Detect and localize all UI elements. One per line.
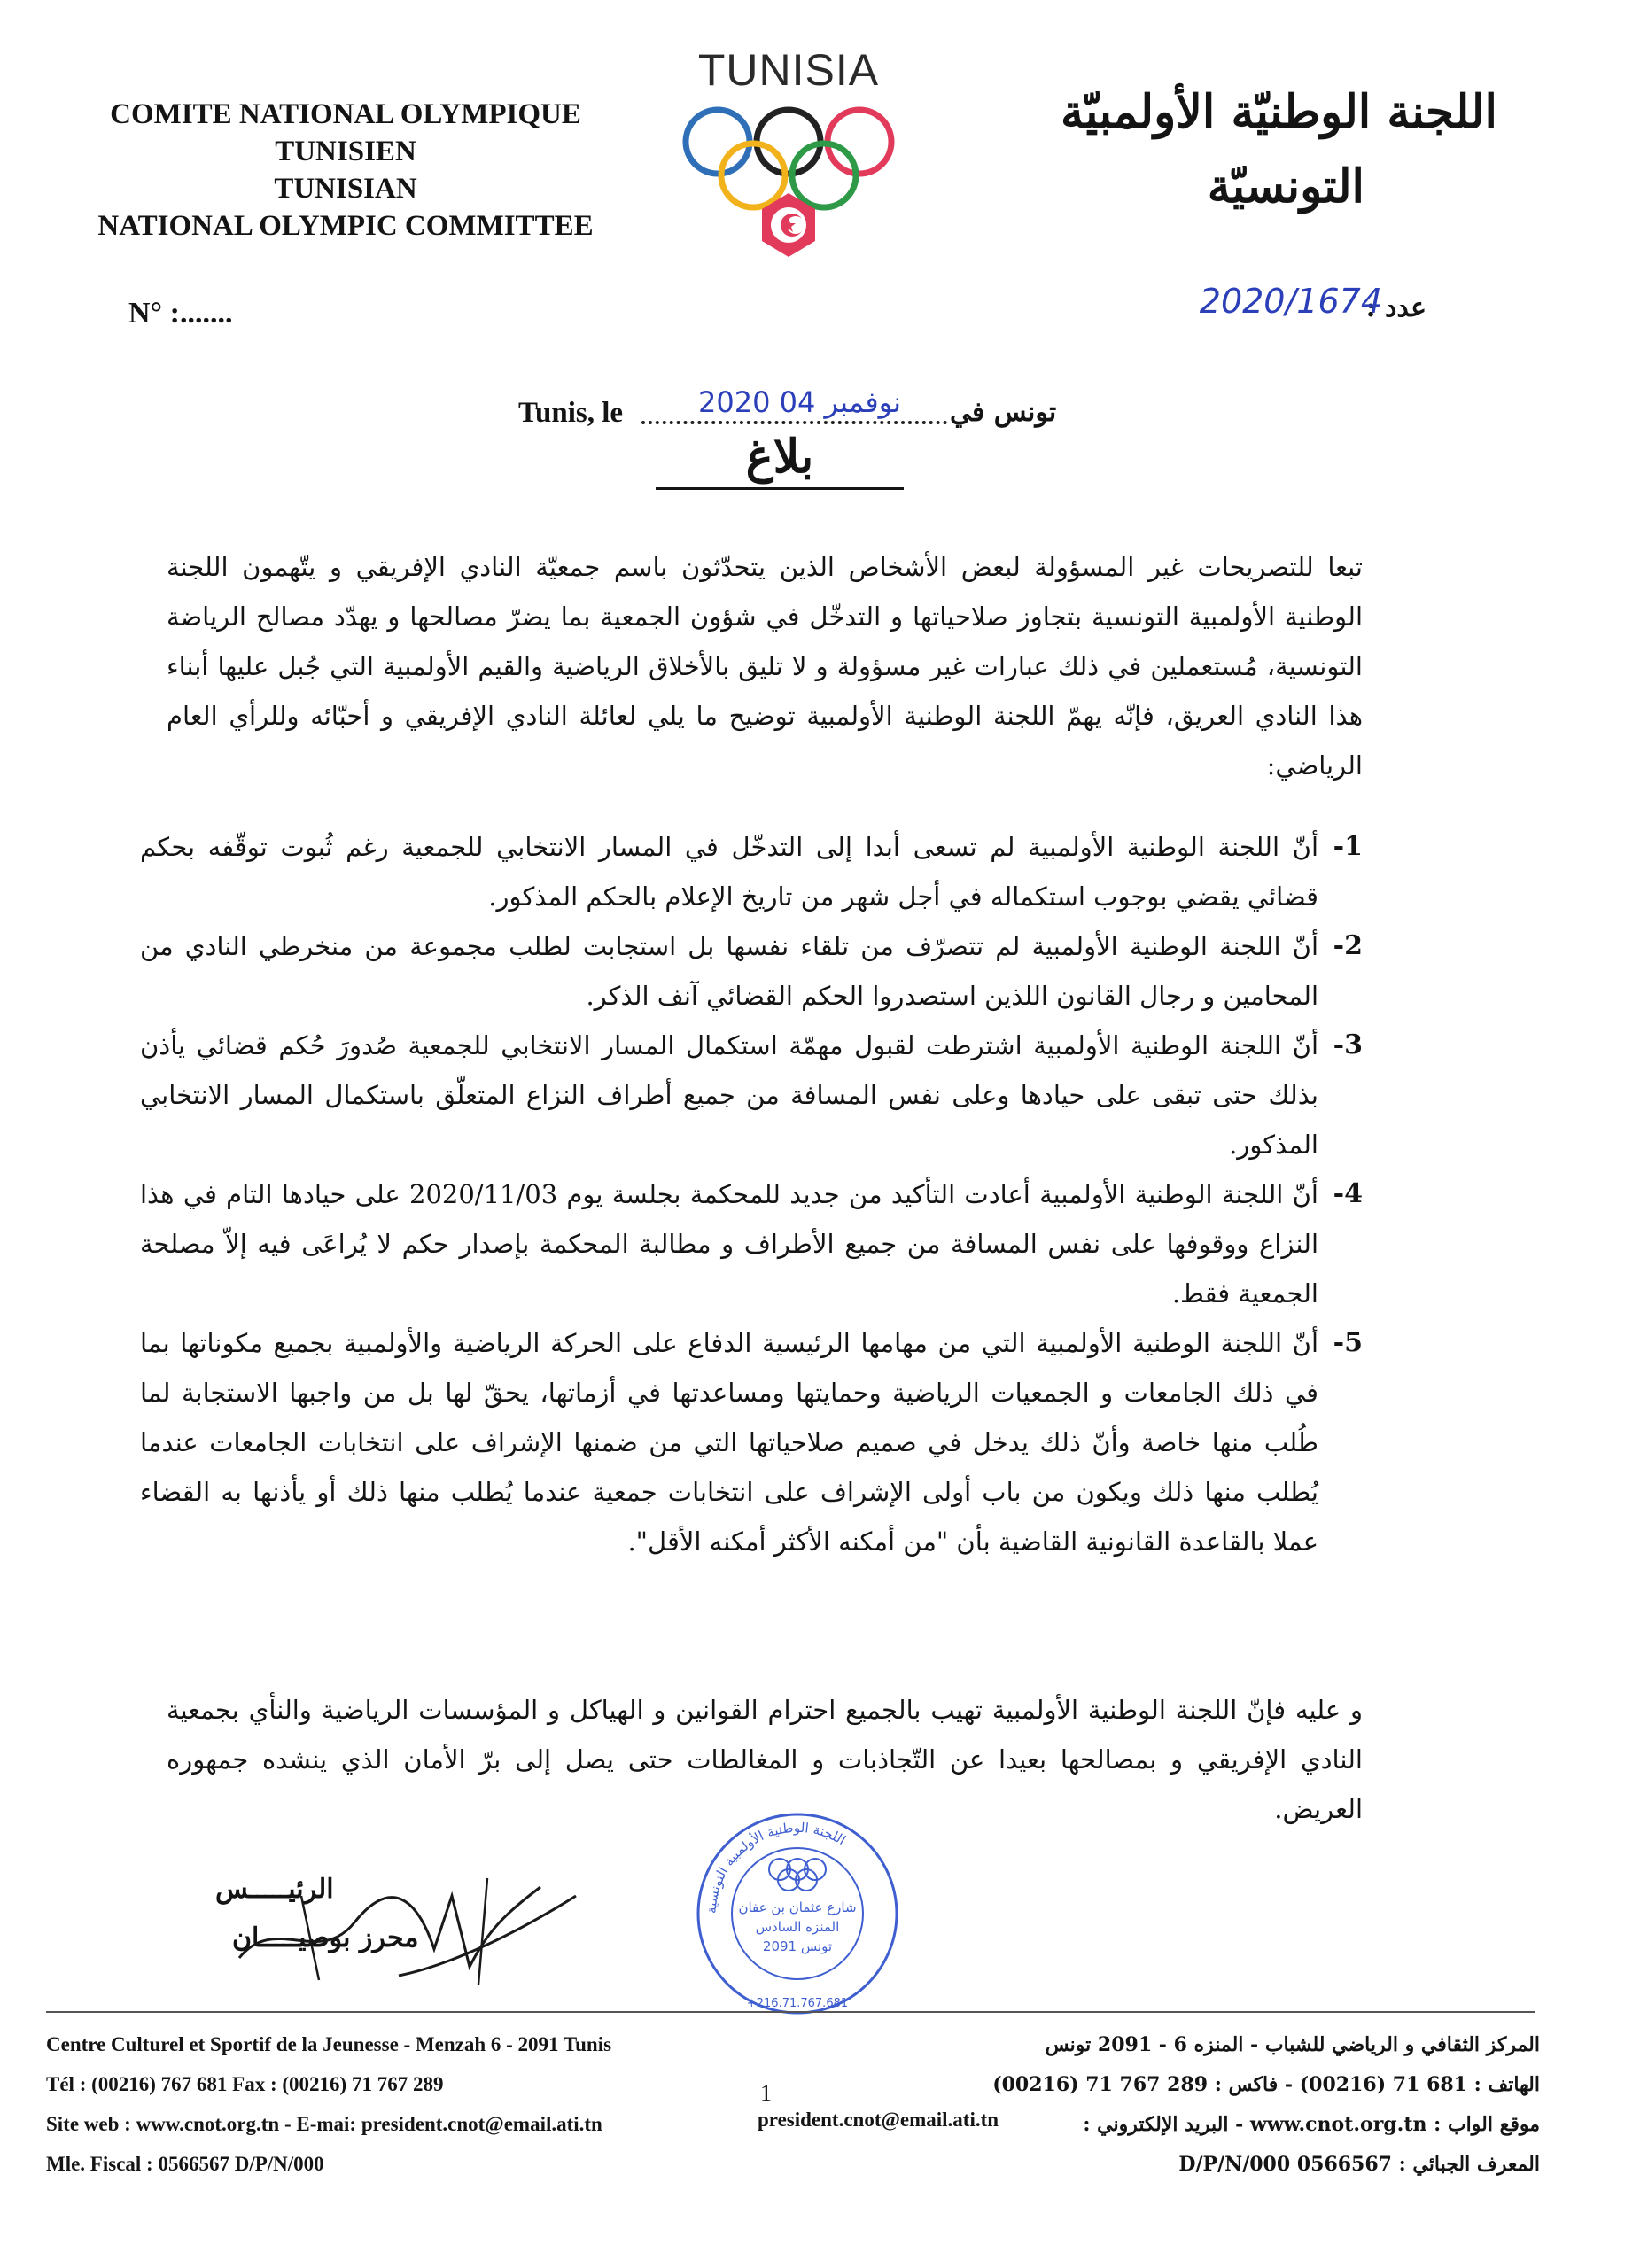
logo-wordmark: TUNISIA	[697, 45, 880, 95]
intro-paragraph: تبعا للتصريحات غير المسؤولة لبعض الأشخاص الذين يتحدّثون باسم جمعيّة النادي الإفريقي و يتّهمون اللجنة الوطنية الأولمبية التونسية بتجاوز صلاحياتها و التدخّل في شؤون الجمعية بما يضرّ مصالحها و يهدّد مصالح الرياضة التونسية، مُستعملين في ذلك عبارات غير مسؤولة و لا تليق بالأخلاق الرياضية والقيم الأولمبية التي جُبل عليها أبناء هذا النادي العريق، فإنّه يهمّ اللجنة الوطنية الأولمبية توضيح ما يلي لعائلة النادي الإفريقي و أحبّائه وللرأي العام الرياضي:	[167, 552, 1363, 781]
closing-paragraph: و عليه فإنّ اللجنة الوطنية الأولمبية تهيب بالجميع احترام القوانين و الهياكل و المؤسسات الرياضية والنأي بجمعية النادي الإفريقي و بمصالحها بعيدا عن التّجاذبات و المغالطات حتى يصل إلى برّ الأمان الذي ينشده جمهوره العريض.	[167, 1695, 1363, 1824]
header-line: TUNISIEN	[275, 136, 416, 167]
list-item-text: أنّ اللجنة الوطنية الأولمبية لم تتصرّف من تلقاء نفسها بل استجابت لطلب مجموعة من منخرطي النادي من المحامين و رجال القانون اللذين استصدروا الحكم القضائي آنف الذكر.	[140, 931, 1318, 1011]
list-item	[140, 1318, 1363, 1566]
document-title: بلاغ	[656, 430, 904, 490]
list-item-number: 5-	[1333, 1327, 1363, 1358]
header-line: NATIONAL OLYMPIC COMMITTEE	[97, 210, 594, 242]
stamp-address-line: 2091 تونس	[762, 1938, 833, 1954]
stamp-phone: +216.71.767.681	[746, 1997, 849, 2010]
footer-divider	[46, 2011, 1535, 2013]
footer-web-fr: Site web : www.cnot.org.tn - E-mai: president.cnot@email.ati.tn	[46, 2113, 602, 2135]
official-stamp	[691, 1807, 904, 2020]
list-item	[140, 822, 1363, 921]
list-item-text: أنّ اللجنة الوطنية الأولمبية لم تسعى أبدا إلى التدخّل في المسار الانتخابي للجمعية رغم ثُبوت توقّفه بحكم قضائي يقضي بوجوب استكماله في أجل شهر من تاريخ الإعلام بالحكم المذكور.	[140, 832, 1318, 912]
list-item-number: 3-	[1333, 1029, 1363, 1060]
footer-email: president.cnot@email.ati.tn	[758, 2109, 999, 2131]
header-arabic	[1001, 75, 1497, 224]
footer-address-ar: المركز الثقافي و الرياضي للشباب - المنزه 6 - 2091 تونس	[1045, 2033, 1540, 2056]
handwritten-signature	[222, 1860, 594, 1993]
date-label-fr: Tunis, le	[518, 397, 624, 429]
footer-tax-ar: المعرف الجبائي : 0566567 D/P/N/000	[1178, 2153, 1540, 2176]
list-item-text: أنّ اللجنة الوطنية الأولمبية اشترطت لقبول مهمّة استكمال المسار الانتخابي للجمعية صُدورَ حُكم قضائي يأذن بذلك حتى تبقى على حيادها وعلى نفس المسافة من جميع أطراف النزاع المتعلّق باستكمال المسار الانتخابي المذكور.	[140, 1030, 1318, 1160]
reference-number-ar: عدد :	[1365, 292, 1426, 323]
stamp-address-line: شارع عثمان بن عفان	[738, 1899, 857, 1915]
signatory-title: الرئيـــــس	[215, 1874, 334, 1905]
stamp-ring-text: اللجنة الوطنية الأولمبية التونسية	[703, 1819, 849, 1915]
reference-number-handwritten: 2020/1674	[1199, 282, 1382, 321]
list-item-text: أنّ اللجنة الوطنية الأولمبية أعادت التأكيد من جديد للمحكمة بجلسة يوم 2020/11/03 على حيادها التام في هذا النزاع ووقوفها على نفس المسافة من جميع الأطراف و مطالبة المحكمة بإصدار حكم لا يُراعَى فيه إلاّ مصلحة الجمعية فقط.	[140, 1179, 1318, 1309]
list-item-number: 1-	[1333, 831, 1363, 862]
list-item	[140, 1169, 1363, 1318]
footer-address-fr: Centre Culturel et Sportif de la Jeunesse - Menzah 6 - 2091 Tunis	[46, 2033, 612, 2055]
list-item	[140, 921, 1363, 1021]
header-line: اللجنة الوطنيّة الأولمبيّة	[1060, 85, 1497, 139]
footer-web-ar: موقع الواب : www.cnot.org.tn - البريد الإلكتروني :	[1083, 2113, 1540, 2136]
footer-tax-fr: Mle. Fiscal : 0566567 D/P/N/000	[46, 2153, 324, 2175]
list-item-number: 4-	[1333, 1178, 1363, 1209]
date-handwritten: 2020 نوفمبر 04	[698, 385, 902, 419]
signatory-name: محرز بوصيـــــان	[232, 1922, 419, 1953]
header-line: COMITE NATIONAL OLYMPIQUE	[110, 98, 581, 130]
reference-number-fr: N° :.......	[128, 297, 233, 330]
footer-phone-fr: Tél : (00216) 767 681 Fax : (00216) 71 767 289	[46, 2073, 444, 2095]
header-french-english	[53, 96, 638, 245]
list-item-text: أنّ اللجنة الوطنية الأولمبية التي من مهامها الرئيسية الدفاع على الحركة الرياضية والأولمبية بجميع مكوناتها بما في ذلك الجامعات و الجمعيات الرياضية وحمايتها ومساعدتها في أزماتها، يحقّ لها بل من واجبها الاستجابة لما طُلب منها خاصة وأنّ ذلك يدخل في صميم صلاحياتها التي من ضمنها الإشراف على انتخابات الجامعات عندما يُطلب منها ذلك ويكون من باب أولى الإشراف على انتخابات جمعية عندما يُطلب منها ذلك أو يأذنها به القضاء عملا بالقاعدة القانونية القاضية بأن "من أمكنه الأكثر أمكنه الأقل".	[140, 1328, 1318, 1557]
page-number: 1	[760, 2080, 772, 2106]
header-line: TUNISIAN	[274, 173, 417, 205]
date-label-ar: تونس في	[950, 397, 1057, 428]
footer-phone-ar: الهاتف : 681 71 (00216) - فاكس : 289 767 71 (00216)	[992, 2073, 1540, 2096]
stamp-address-line: المنزه السادس	[755, 1919, 840, 1935]
list-item-number: 2-	[1333, 930, 1363, 961]
list-item	[140, 1021, 1363, 1169]
olympic-rings-logo	[673, 89, 904, 284]
header-line: التونسيّة	[1207, 159, 1364, 214]
